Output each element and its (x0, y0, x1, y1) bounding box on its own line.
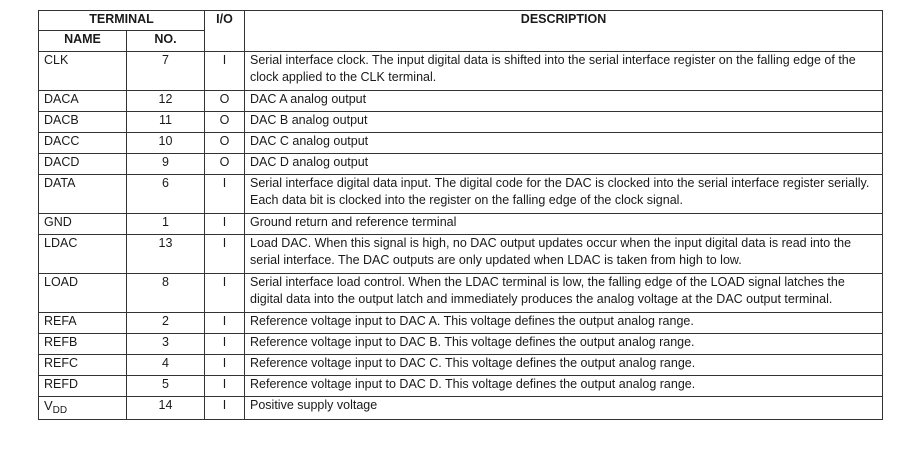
terminal-description: DAC B analog output (245, 112, 883, 133)
table-row (39, 91, 883, 112)
table-row (39, 214, 883, 235)
terminal-description: DAC C analog output (245, 133, 883, 154)
terminal-description: Reference voltage input to DAC D. This voltage defines the output analog range. (245, 376, 883, 397)
terminal-number: 6 (127, 175, 205, 214)
terminal-name: CLK (39, 52, 127, 91)
table-row (39, 154, 883, 175)
terminal-description: Serial interface clock. The input digital data is shifted into the serial interface register on the falling edge of the clock applied to the CLK terminal. (245, 52, 883, 91)
table-row (39, 133, 883, 154)
terminal-name: REFA (39, 313, 127, 334)
terminal-io: I (205, 175, 245, 214)
terminal-io: I (205, 235, 245, 274)
terminal-description: Reference voltage input to DAC B. This voltage defines the output analog range. (245, 334, 883, 355)
header-no: NO. (127, 31, 205, 52)
table-row (39, 334, 883, 355)
terminal-io: O (205, 112, 245, 133)
terminal-description: Ground return and reference terminal (245, 214, 883, 235)
vdd-letter: V (44, 398, 53, 413)
terminal-name: GND (39, 214, 127, 235)
header-io: I/O (205, 11, 245, 52)
terminal-name: REFB (39, 334, 127, 355)
terminal-number: 4 (127, 355, 205, 376)
terminal-name: REFC (39, 355, 127, 376)
terminal-io: I (205, 397, 245, 420)
terminal-number: 5 (127, 376, 205, 397)
table-body (39, 52, 883, 420)
terminal-name: DACB (39, 112, 127, 133)
terminal-description: Reference voltage input to DAC C. This voltage defines the output analog range. (245, 355, 883, 376)
terminal-number: 8 (127, 274, 205, 313)
terminal-io: I (205, 376, 245, 397)
terminal-description: DAC D analog output (245, 154, 883, 175)
table-row (39, 397, 883, 420)
terminal-io: I (205, 274, 245, 313)
terminal-description: Serial interface digital data input. The digital code for the DAC is clocked into the serial interface register serially. Each data bit is clocked into the register on the falling edge of the clock signal. (245, 175, 883, 214)
terminal-description: DAC A analog output (245, 91, 883, 112)
terminal-description: Serial interface load control. When the LDAC terminal is low, the falling edge of the LOAD signal latches the digital data into the output latch and immediately produces the analog voltage at the DAC output terminal. (245, 274, 883, 313)
terminal-number: 12 (127, 91, 205, 112)
table-row (39, 175, 883, 214)
terminal-name-vdd (39, 397, 127, 420)
table-header (39, 11, 883, 52)
terminal-number: 13 (127, 235, 205, 274)
header-name: NAME (39, 31, 127, 52)
terminal-number: 10 (127, 133, 205, 154)
terminal-io: I (205, 214, 245, 235)
terminal-functions-table (38, 10, 883, 420)
terminal-name: DATA (39, 175, 127, 214)
terminal-name: DACD (39, 154, 127, 175)
terminal-number: 11 (127, 112, 205, 133)
table-row (39, 112, 883, 133)
header-terminal: TERMINAL (39, 11, 205, 31)
terminal-number: 7 (127, 52, 205, 91)
table-row (39, 52, 883, 91)
terminal-io: O (205, 133, 245, 154)
terminal-description: Load DAC. When this signal is high, no DAC output updates occur when the input digital data is read into the serial interface. The DAC outputs are only updated when LDAC is taken from high to low. (245, 235, 883, 274)
terminal-io: O (205, 91, 245, 112)
terminal-io: O (205, 154, 245, 175)
terminal-name: REFD (39, 376, 127, 397)
terminal-io: I (205, 334, 245, 355)
header-description: DESCRIPTION (245, 11, 883, 52)
terminal-io: I (205, 52, 245, 91)
table-row (39, 274, 883, 313)
terminal-io: I (205, 355, 245, 376)
terminal-name: DACA (39, 91, 127, 112)
terminal-name: DACC (39, 133, 127, 154)
terminal-name: LDAC (39, 235, 127, 274)
terminal-number: 14 (127, 397, 205, 420)
terminal-number: 2 (127, 313, 205, 334)
terminal-number: 9 (127, 154, 205, 175)
terminal-number: 3 (127, 334, 205, 355)
terminal-description: Reference voltage input to DAC A. This voltage defines the output analog range. (245, 313, 883, 334)
table-row (39, 376, 883, 397)
terminal-number: 1 (127, 214, 205, 235)
table-row (39, 313, 883, 334)
terminal-description: Positive supply voltage (245, 397, 883, 420)
table-row (39, 355, 883, 376)
vdd-subscript: DD (52, 405, 68, 416)
terminal-io: I (205, 313, 245, 334)
table-row (39, 235, 883, 274)
terminal-name: LOAD (39, 274, 127, 313)
